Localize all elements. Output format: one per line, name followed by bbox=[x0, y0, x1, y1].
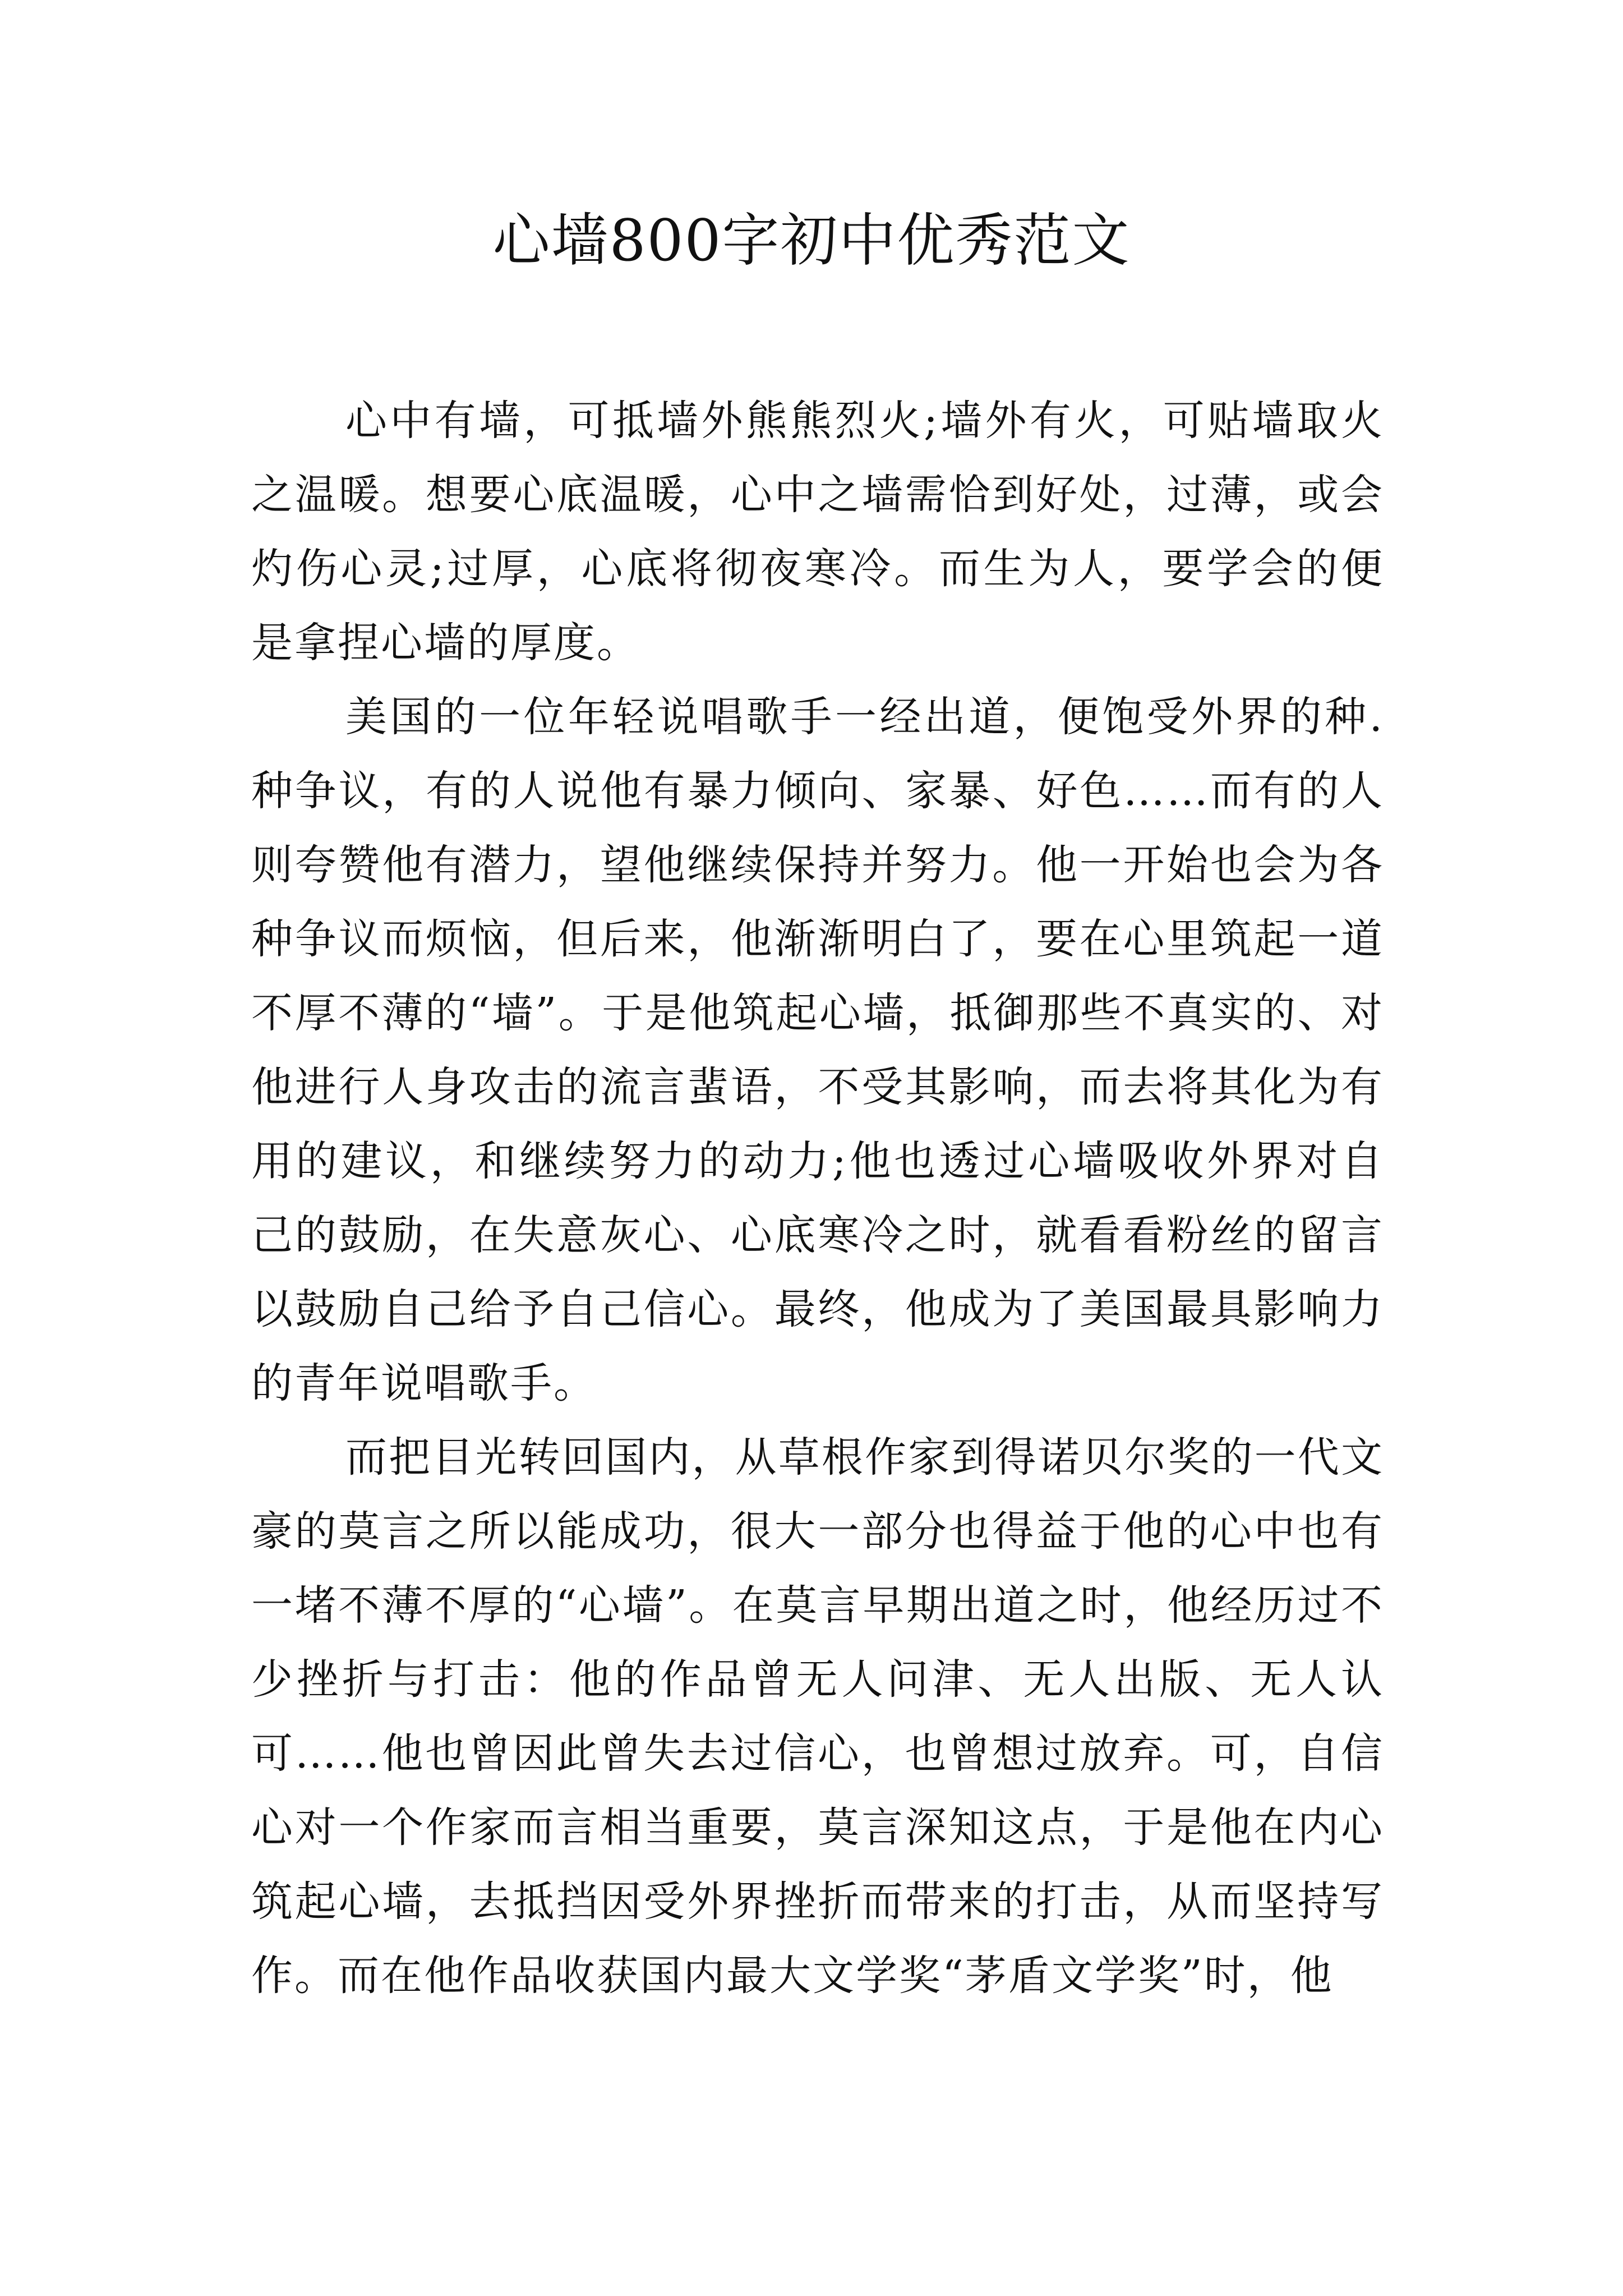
paragraph-3: 而把目光转回国内，从草根作家到得诺贝尔奖的一代文豪的莫言之所以能成功，很大一部分也得益于他的心中也有一堵不薄不厚的“心墙”。在莫言早期出道之时，他经历过不少挫折与打击：他的作品曾无人问津、无人出版、无人认可……他也曾因此曾失去过信心，也曾想过放弃。可，自信心对一个作家而言相当重要，莫言深知这点，于是他在内心筑起心墙，去抵挡因受外界挫折而带来的打击，从而坚持写作。而在他作品收获国内最大文学奖“茅盾文学奖”时，他 bbox=[251, 1433, 1384, 2000]
paragraph-2: 美国的一位年轻说唱歌手一经出道，便饱受外界的种.种争议，有的人说他有暴力倾向、家暴、好色……而有的人则夸赞他有潜力，望他继续保持并努力。他一开始也会为各种争议而烦恼，但后来，他渐渐明白了，要在心里筑起一道不厚不薄的“墙”。于是他筑起心墙，抵御那些不真实的、对他进行人身攻击的流言蜚语，不受其影响，而去将其化为有用的建议，和继续努力的动力;他也透过心墙吸收外界对自己的鼓励，在失意灰心、心底寒冷之时，就看看粉丝的留言以鼓励自己给予自己信心。最终，他成为了美国最具影响力的青年说唱歌手。 bbox=[251, 693, 1384, 1407]
document-body bbox=[251, 384, 1384, 2013]
document-title: 心墙800字初中优秀范文 bbox=[492, 208, 1131, 274]
paragraph-1: 心中有墙，可抵墙外熊熊烈火;墙外有火，可贴墙取火之温暖。想要心底温暖，心中之墙需恰到好处，过薄，或会灼伤心灵;过厚，心底将彻夜寒冷。而生为人，要学会的便是拿捏心墙的厚度。 bbox=[251, 397, 1384, 667]
